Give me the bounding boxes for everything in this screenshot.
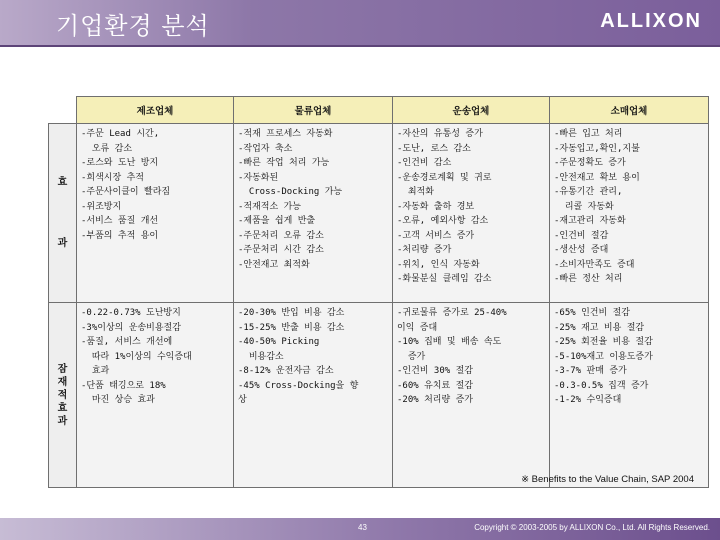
cell-line: -10% 집배 및 배송 속도 [397, 337, 502, 347]
cell-line: -재고관리 자동화 [554, 216, 626, 226]
cell-line: -위조방지 [81, 201, 122, 212]
cell-line: 마진 상승 효과 [81, 395, 155, 405]
cell-line: -0.3-0.5% 집객 증가 [554, 380, 649, 391]
row-header-char: 과 [57, 415, 68, 427]
cell-line: -단품 태깅으로 18% [81, 380, 166, 391]
table-cell [393, 303, 550, 488]
table-cell [77, 303, 234, 488]
cell-line: Cross-Docking 가능 [238, 187, 343, 197]
cell-line: -3-7% 판매 증가 [554, 366, 627, 376]
column-header: 물류업체 [234, 97, 393, 124]
cell-line: -20% 처리량 증가 [397, 395, 473, 405]
header-bar [0, 0, 720, 47]
cell-line: -자동화된 [238, 172, 279, 183]
cell-line: -자동입고,확인,지불 [554, 143, 640, 154]
cell-line: -처리량 증가 [397, 245, 452, 255]
cell-line: -고객 서비스 증가 [397, 230, 475, 241]
cell-line: -3%이상의 운송비용절감 [81, 322, 181, 333]
cell-line: -빠른 작업 처리 가능 [238, 158, 330, 168]
column-header: 소매업체 [550, 97, 709, 124]
cell-line: -주문정확도 증가 [554, 158, 626, 168]
cell-line: -인건비 절감 [554, 230, 609, 241]
cell-line: -오류, 예외사항 감소 [397, 216, 489, 226]
cell-line: -제품을 쉽게 반출 [238, 216, 316, 226]
cell-line: -25% 재고 비용 절감 [554, 322, 645, 333]
cell-line: 비용감소 [238, 351, 284, 362]
table-cell [77, 124, 234, 303]
cell-line: 상 [238, 395, 247, 405]
cell-line: -위치, 인식 자동화 [397, 259, 480, 270]
comparison-table [48, 96, 709, 488]
cell-line: -15-25% 반출 비용 감소 [238, 322, 345, 333]
row-header-char: 적 [57, 389, 68, 401]
cell-line: -주문처리 시간 감소 [238, 245, 324, 255]
cell-line: 최적화 [397, 187, 434, 197]
table-corner [49, 97, 77, 124]
source-note: ※ Benefits to the Value Chain, SAP 2004 [521, 474, 694, 485]
cell-line: -부품의 추적 용이 [81, 230, 159, 241]
cell-line: -8-12% 운전자금 감소 [238, 366, 334, 376]
cell-line: -주문사이클이 빨라짐 [81, 187, 171, 197]
cell-line: 이익 증대 [397, 322, 438, 333]
table-cell [393, 124, 550, 303]
cell-line: -자산의 유통성 증가 [397, 129, 483, 139]
cell-line: -0.22-0.73% 도난방지 [81, 308, 181, 318]
cell-line: -희색시장 추적 [81, 172, 145, 183]
cell-line: 효과 [81, 366, 110, 376]
cell-line: -인건비 30% 절감 [397, 366, 473, 376]
cell-line: -60% 유치료 절감 [397, 380, 473, 391]
cell-line: -주문 Lead 시간, [81, 129, 160, 139]
row-header-char: 재 [57, 376, 68, 388]
column-header: 운송업체 [393, 97, 550, 124]
page-number: 43 [358, 523, 367, 532]
potential-effects-row [49, 303, 709, 488]
cell-line: -서비스 품질 개선 [81, 216, 159, 226]
cell-line: -운송경로계획 및 귀로 [397, 172, 492, 183]
cell-line: -귀로물류 증가로 25-40% [397, 308, 507, 318]
cell-line: -45% Cross-Docking을 향 [238, 380, 359, 391]
row-header-char: 효 [57, 402, 68, 414]
cell-line: -도난, 로스 감소 [397, 143, 471, 154]
cell-line: -25% 회전율 비용 절감 [554, 337, 653, 347]
cell-line: -안전재고 확보 용이 [554, 172, 640, 183]
table-cell [234, 124, 393, 303]
cell-line: 리콜 자동화 [554, 201, 614, 212]
row-header-char: 잠 [57, 363, 68, 375]
cell-line: 오류 감소 [81, 143, 133, 154]
cell-line: -품질, 서비스 개선에 [81, 337, 173, 347]
cell-line: 증가 [397, 351, 426, 362]
copyright-text: Copyright © 2003-2005 by ALLIXON Co., Ltd. All Rights Reserved. [474, 523, 710, 532]
cell-line: -65% 인건비 절감 [554, 308, 630, 318]
row-header-char: 과 [57, 238, 68, 249]
cell-line: -자동화 출하 경보 [397, 201, 475, 212]
table-cell [550, 124, 709, 303]
cell-line: -소비자만족도 증대 [554, 259, 635, 270]
cell-line: -주문처리 오류 감소 [238, 230, 324, 241]
cell-line: -로스와 도난 방지 [81, 158, 159, 168]
table-cell [550, 303, 709, 488]
cell-line: -적재적소 가능 [238, 201, 302, 212]
cell-line: -생산성 증대 [554, 245, 609, 255]
cell-line: -인건비 감소 [397, 158, 452, 168]
effects-row [49, 124, 709, 303]
company-logo: ALLIXON [600, 10, 702, 32]
page-title: 기업환경 분석 [56, 12, 210, 40]
cell-line: -작업자 축소 [238, 143, 293, 154]
cell-line: -빠른 정산 처리 [554, 274, 623, 284]
cell-line: -적재 프로세스 자동화 [238, 129, 333, 139]
cell-line: 따라 1%이상의 수익증대 [81, 351, 192, 362]
cell-line: -5-10%재고 이용도증가 [554, 351, 653, 362]
table-cell [234, 303, 393, 488]
cell-line: -안전재고 최적화 [238, 259, 310, 270]
cell-line: -40-50% Picking [238, 337, 320, 347]
column-header: 제조업체 [77, 97, 234, 124]
cell-line: -빠른 입고 처리 [554, 129, 623, 139]
footer-bar [0, 518, 720, 540]
row-header [49, 303, 77, 488]
row-header-char: 효 [57, 177, 68, 188]
cell-line: -1-2% 수익증대 [554, 395, 622, 405]
row-header [49, 124, 77, 303]
table-header-row [49, 97, 709, 124]
cell-line: -화물분실 클레임 감소 [397, 274, 492, 284]
cell-line: -20-30% 반입 비용 감소 [238, 308, 345, 318]
cell-line: -유통기간 관리, [554, 187, 623, 197]
